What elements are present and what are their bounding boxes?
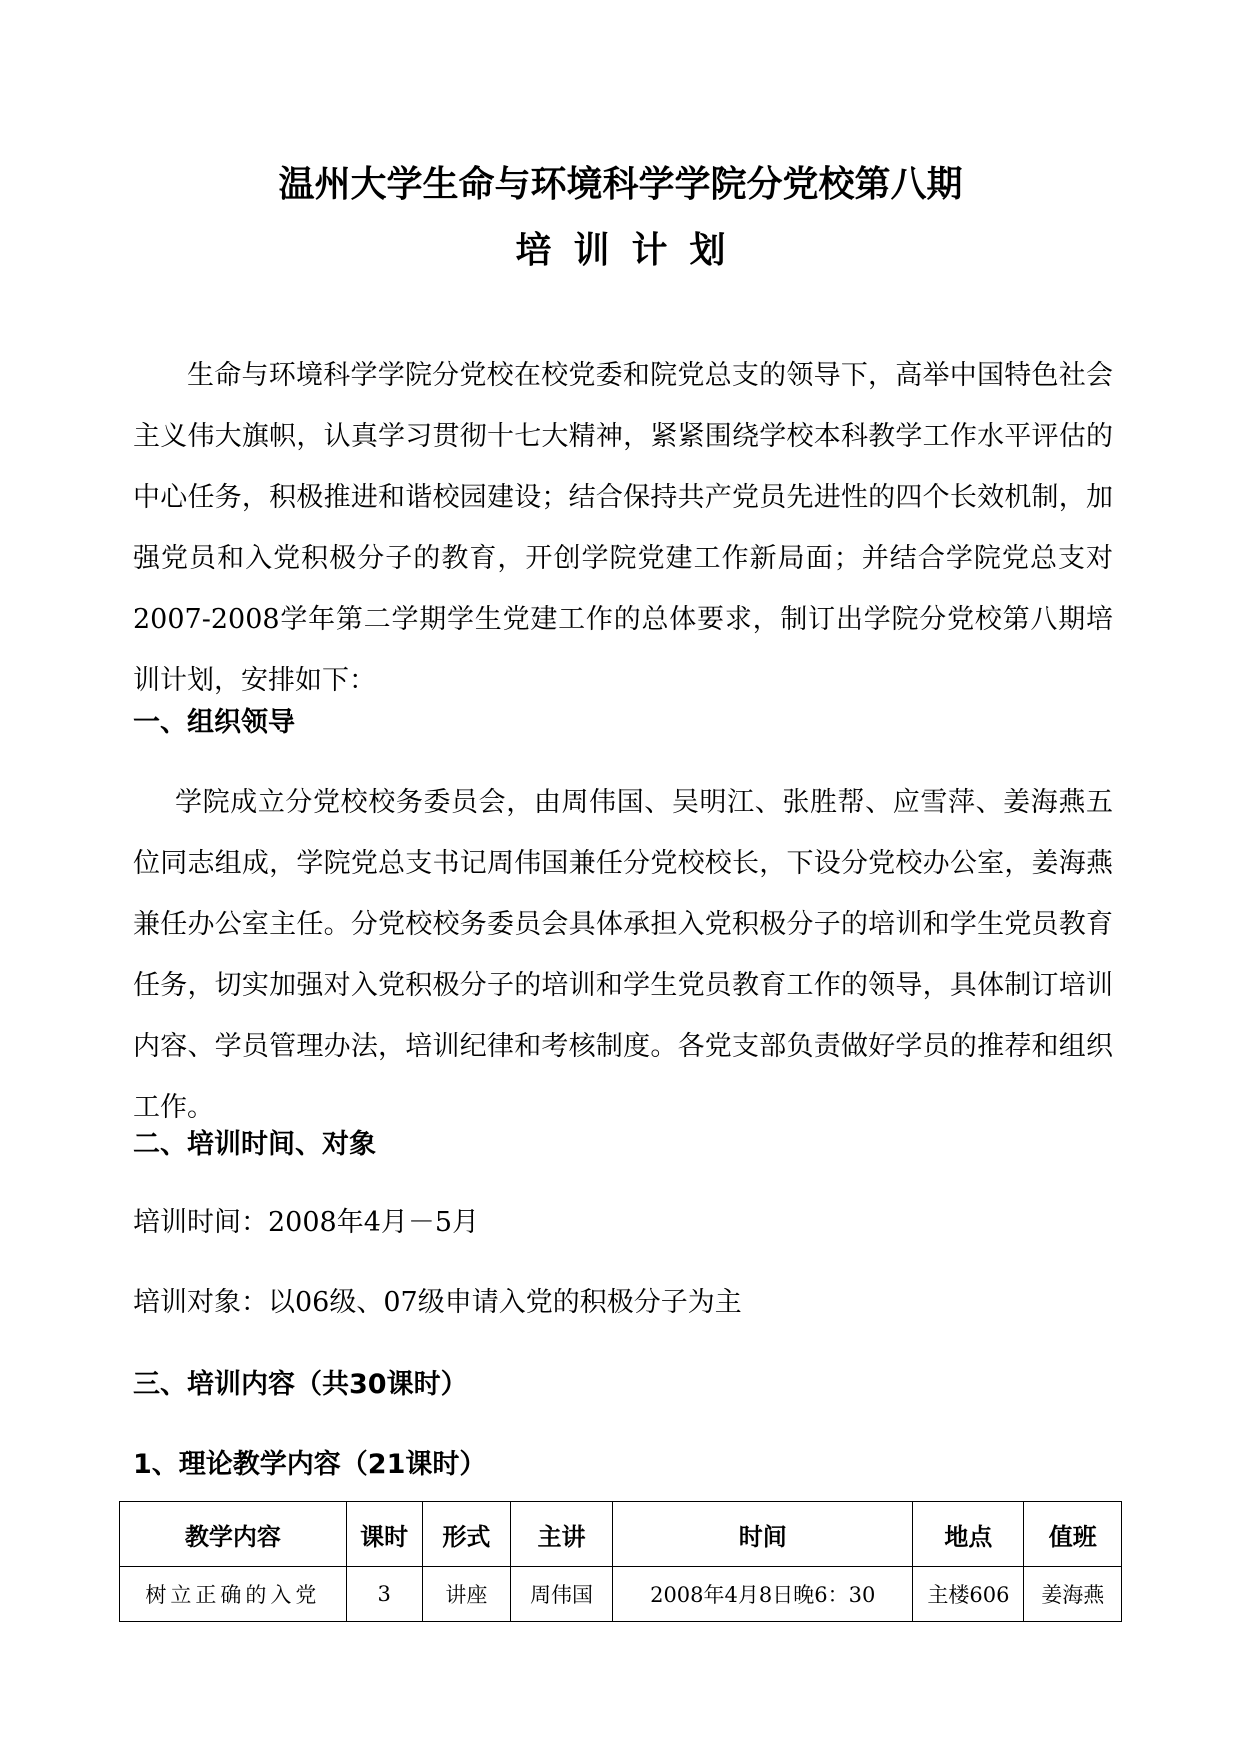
column-header-location: 地点 <box>913 1502 1024 1567</box>
table-cell-format: 讲座 <box>422 1567 510 1622</box>
table-row <box>120 1567 1122 1622</box>
column-header-format: 形式 <box>422 1502 510 1567</box>
section-heading-time-target: 二、培训时间、对象 <box>133 1129 376 1160</box>
column-header-hours: 课时 <box>346 1502 422 1567</box>
section-heading-organization: 一、组织领导 <box>133 707 295 738</box>
table-header-row <box>120 1502 1122 1567</box>
subsection-heading-theory: 1、理论教学内容（21课时） <box>133 1449 487 1480</box>
training-target-line: 培训对象：以06级、07级申请入党的积极分子为主 <box>133 1287 742 1318</box>
table-cell-duty: 姜海燕 <box>1024 1567 1122 1622</box>
organization-paragraph: 学院成立分党校校务委员会，由周伟国、吴明江、张胜帮、应雪萍、姜海燕五位同志组成，学院党总支书记周伟国兼任分党校校长，下设分党校办公室，姜海燕兼任办公室主任。分党校校务委员会具体承担入党积极分子的培训和学生党员教育任务，切实加强对入党积极分子的培训和学生党员教育工作的领导，具体制订培训内容、学员管理办法，培训纪律和考核制度。各党支部负责做好学员的推荐和组织工作。 <box>133 787 1113 1123</box>
column-header-time: 时间 <box>613 1502 913 1567</box>
section-heading-content: 三、培训内容（共30课时） <box>133 1369 468 1400</box>
column-header-duty: 值班 <box>1024 1502 1122 1567</box>
table-cell-speaker: 周伟国 <box>511 1567 613 1622</box>
intro-paragraph: 生命与环境科学学院分党校在校党委和院党总支的领导下，高举中国特色社会主义伟大旗帜，认真学习贯彻十七大精神，紧紧围绕学校本科教学工作水平评估的中心任务，积极推进和谐校园建设；结合保持共产党员先进性的四个长效机制，加强党员和入党积极分子的教育，开创学院党建工作新局面；并结合学院党总支对2007-2008学年第二学期学生党建工作的总体要求，制订出学院分党校第八期培训计划，安排如下： <box>133 360 1113 696</box>
schedule-table <box>119 1501 1122 1622</box>
column-header-content: 教学内容 <box>120 1502 347 1567</box>
training-time-line: 培训时间：2008年4月－5月 <box>133 1207 480 1238</box>
document-title: 温州大学生命与环境科学学院分党校第八期 <box>278 164 963 205</box>
table-cell-time: 2008年4月8日晚6：30 <box>613 1567 913 1622</box>
table-cell-location: 主楼606 <box>913 1567 1024 1622</box>
column-header-speaker: 主讲 <box>511 1502 613 1567</box>
table-cell-content: 树立正确的入党 <box>120 1567 347 1622</box>
table-cell-hours: 3 <box>346 1567 422 1622</box>
document-subtitle: 培训计划 <box>515 230 748 271</box>
